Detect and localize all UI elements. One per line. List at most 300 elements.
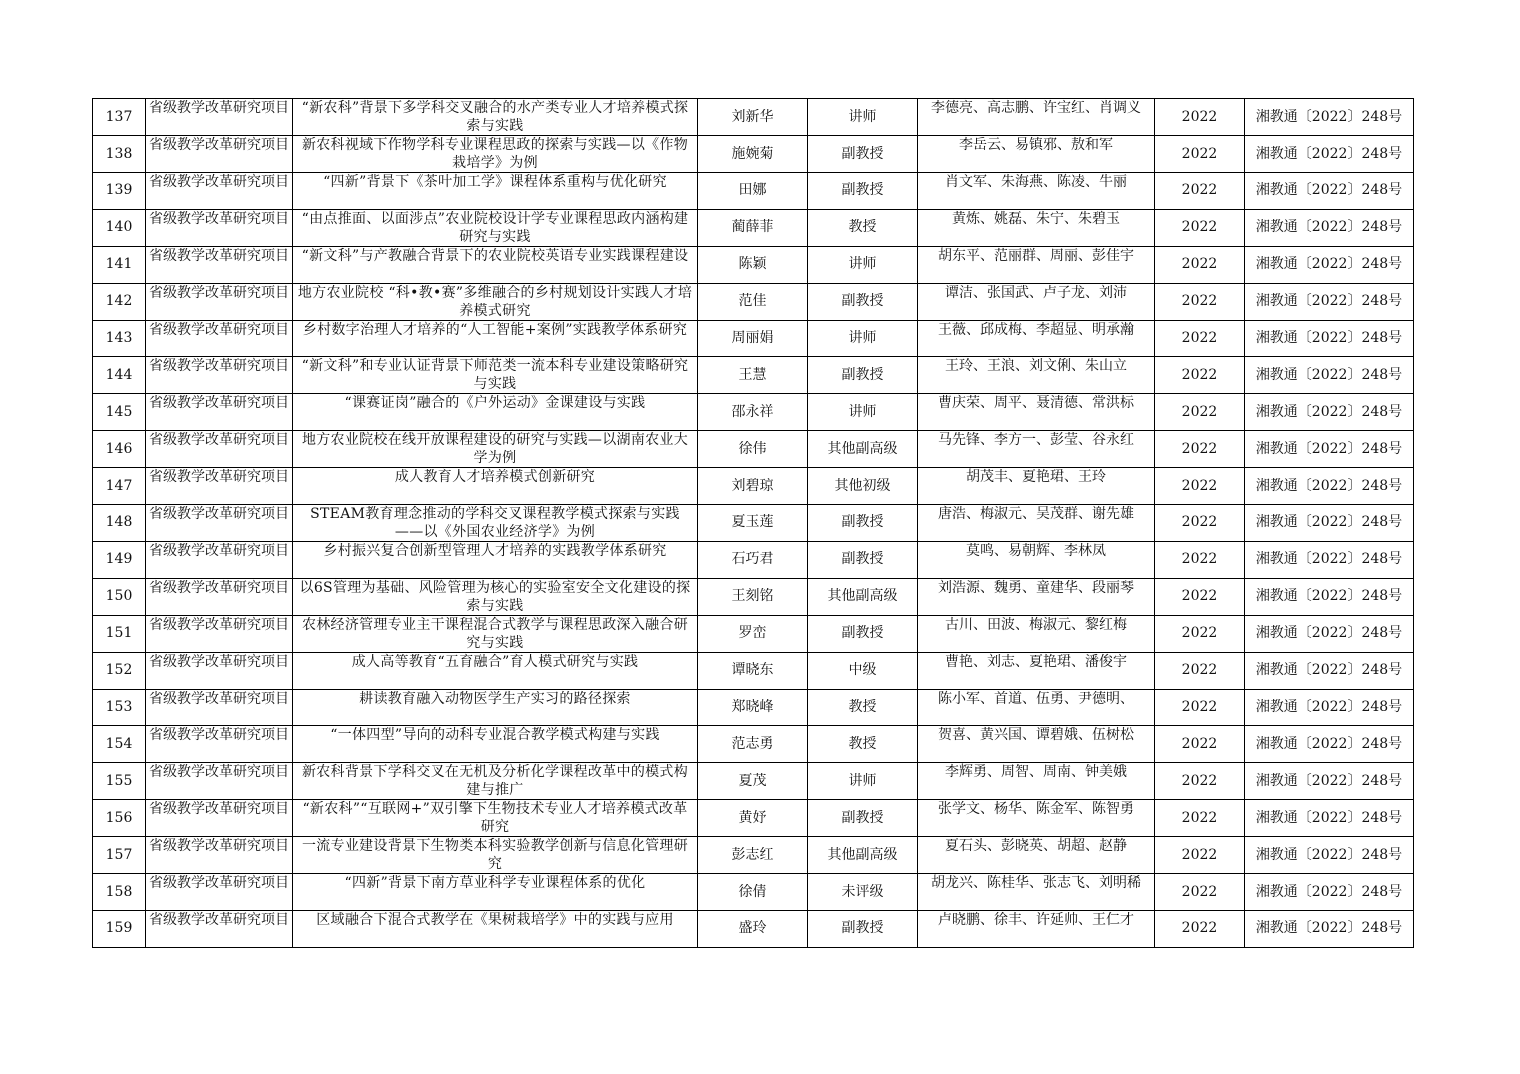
row-number <box>93 578 146 615</box>
project-members-text: 唐浩、梅淑元、吴茂群、谢先雄 <box>938 505 1134 522</box>
project-members-text: 马先锋、李方一、彭莹、谷永红 <box>938 432 1134 449</box>
document-number <box>1245 615 1414 652</box>
leader-title-text: 副教授 <box>841 293 884 310</box>
leader-title-text: 副教授 <box>841 920 884 937</box>
project-category <box>146 357 293 394</box>
document-number-text: 湘教通〔2022〕248号 <box>1255 219 1403 236</box>
project-title-text: STEAM教育理念推动的学科交叉课程教学模式探索与实践——以《外国农业经济学》为例 <box>310 505 680 540</box>
leader-title <box>808 652 918 689</box>
project-leader-text: 范志勇 <box>731 735 774 752</box>
document-number-text: 湘教通〔2022〕248号 <box>1255 920 1403 937</box>
row-number-text: 154 <box>105 735 133 752</box>
leader-title <box>808 504 918 541</box>
project-category-text: 省级教学改革研究项目 <box>149 321 289 338</box>
row-number <box>93 283 146 320</box>
project-category-text: 省级教学改革研究项目 <box>149 137 289 153</box>
project-title <box>293 800 698 837</box>
project-category-text: 省级教学改革研究项目 <box>149 395 289 412</box>
project-year-text: 2022 <box>1181 403 1218 420</box>
project-category-text: 省级教学改革研究项目 <box>149 690 289 707</box>
project-title <box>293 468 698 505</box>
leader-title-text: 讲师 <box>848 403 877 420</box>
project-category <box>146 173 293 210</box>
row-number <box>93 615 146 652</box>
document-number-text: 湘教通〔2022〕248号 <box>1255 329 1403 346</box>
project-members-text: 曹庆荣、周平、聂清德、常洪标 <box>938 395 1134 412</box>
row-number <box>93 246 146 283</box>
project-members-text: 肖文军、朱海燕、陈凌、牛丽 <box>945 174 1127 190</box>
project-title <box>293 652 698 689</box>
document-number-text: 湘教通〔2022〕248号 <box>1255 698 1403 715</box>
project-leader-text: 彭志红 <box>731 846 774 863</box>
project-category <box>146 99 293 136</box>
project-title-text: 地方农业院校在线开放课程建设的研究与实践—以湖南农业大学为例 <box>301 432 689 467</box>
project-category <box>146 431 293 468</box>
project-category <box>146 468 293 505</box>
leader-title <box>808 283 918 320</box>
project-category-text: 省级教学改革研究项目 <box>149 764 289 781</box>
project-category <box>146 763 293 800</box>
project-year <box>1155 910 1245 947</box>
project-members-text: 莫鸣、易朝辉、李林凤 <box>966 542 1106 559</box>
project-leader-text: 田娜 <box>738 182 767 199</box>
project-leader-text: 邵永祥 <box>731 403 774 420</box>
project-year <box>1155 357 1245 394</box>
row-number <box>93 910 146 947</box>
leader-title-text: 讲师 <box>848 772 877 789</box>
row-number <box>93 431 146 468</box>
project-leader <box>698 763 808 800</box>
project-category <box>146 283 293 320</box>
row-number-text: 141 <box>105 256 133 273</box>
project-title <box>293 357 698 394</box>
project-members-text: 张学文、杨华、陈金军、陈智勇 <box>938 801 1134 818</box>
project-members <box>918 173 1155 210</box>
project-title <box>293 99 698 136</box>
row-number-text: 138 <box>105 145 133 162</box>
project-category-text: 省级教学改革研究项目 <box>149 653 289 670</box>
project-members-text: 李岳云、易镇邪、敖和军 <box>959 137 1113 153</box>
document-number-text: 湘教通〔2022〕248号 <box>1255 809 1403 826</box>
document-number <box>1245 209 1414 246</box>
leader-title <box>808 910 918 947</box>
document-number <box>1245 431 1414 468</box>
leader-title-text: 讲师 <box>848 108 877 125</box>
project-members <box>918 136 1155 173</box>
project-year-text: 2022 <box>1181 145 1218 162</box>
project-year-text: 2022 <box>1181 846 1218 863</box>
project-leader <box>698 320 808 357</box>
document-number-text: 湘教通〔2022〕248号 <box>1255 477 1403 494</box>
project-category-text: 省级教学改革研究项目 <box>149 801 289 818</box>
document-number <box>1245 173 1414 210</box>
table-row <box>93 99 1414 136</box>
project-category-text: 省级教学改革研究项目 <box>149 542 289 559</box>
document-number-text: 湘教通〔2022〕248号 <box>1255 145 1403 162</box>
project-leader <box>698 726 808 763</box>
project-title <box>293 689 698 726</box>
row-number <box>93 320 146 357</box>
document-number-text: 湘教通〔2022〕248号 <box>1255 662 1403 679</box>
document-number <box>1245 910 1414 947</box>
project-category <box>146 874 293 911</box>
leader-title-text: 其他副高级 <box>827 846 898 863</box>
document-number <box>1245 99 1414 136</box>
project-year-text: 2022 <box>1181 256 1218 273</box>
document-number-text: 湘教通〔2022〕248号 <box>1255 772 1403 789</box>
row-number-text: 159 <box>105 920 133 937</box>
row-number <box>93 837 146 874</box>
project-members <box>918 578 1155 615</box>
project-category <box>146 726 293 763</box>
table-row <box>93 541 1414 578</box>
leader-title <box>808 99 918 136</box>
row-number-text: 150 <box>105 588 133 605</box>
project-members-text: 刘浩源、魏勇、童建华、段丽琴 <box>938 579 1134 596</box>
project-title-text: 乡村数字治理人才培养的“人工智能+案例”实践教学体系研究 <box>302 321 688 338</box>
project-year <box>1155 689 1245 726</box>
leader-title-text: 副教授 <box>841 625 884 642</box>
project-category <box>146 504 293 541</box>
project-year <box>1155 615 1245 652</box>
project-category <box>146 578 293 615</box>
document-number-text: 湘教通〔2022〕248号 <box>1255 256 1403 273</box>
document-number <box>1245 394 1414 431</box>
project-title-text: 新农科背景下学科交叉在无机及分析化学课程改革中的模式构建与推广 <box>301 764 689 799</box>
project-members-text: 黄炼、姚磊、朱宁、朱碧玉 <box>952 210 1120 227</box>
project-title <box>293 320 698 357</box>
table-row <box>93 910 1414 947</box>
project-category-text: 省级教学改革研究项目 <box>149 432 289 449</box>
project-category <box>146 246 293 283</box>
project-year <box>1155 283 1245 320</box>
project-year-text: 2022 <box>1181 588 1218 605</box>
project-year-text: 2022 <box>1181 293 1218 310</box>
leader-title-text: 副教授 <box>841 809 884 826</box>
leader-title-text: 讲师 <box>848 256 877 273</box>
project-title-text: 乡村振兴复合创新型管理人才培养的实践教学体系研究 <box>323 542 667 559</box>
row-number <box>93 357 146 394</box>
document-number-text: 湘教通〔2022〕248号 <box>1255 846 1403 863</box>
project-members <box>918 468 1155 505</box>
table-row <box>93 209 1414 246</box>
row-number-text: 137 <box>105 108 133 125</box>
project-title-text: “新农科”背景下多学科交叉融合的水产类专业人才培养模式探索与实践 <box>301 100 689 134</box>
project-title-text: “新文科”和专业认证背景下师范类一流本科专业建设策略研究与实践 <box>301 358 689 393</box>
table-row <box>93 652 1414 689</box>
row-number-text: 156 <box>105 809 133 826</box>
project-leader-text: 王刻铭 <box>731 588 774 605</box>
project-members <box>918 541 1155 578</box>
project-title <box>293 246 698 283</box>
project-year <box>1155 504 1245 541</box>
table-row <box>93 320 1414 357</box>
project-members-text: 李辉勇、周智、周南、钟美娥 <box>945 764 1127 781</box>
document-number <box>1245 357 1414 394</box>
project-category-text: 省级教学改革研究项目 <box>149 284 289 301</box>
project-members <box>918 910 1155 947</box>
project-title <box>293 615 698 652</box>
project-title-text: “一体四型”导向的动科专业混合教学模式构建与实践 <box>330 727 660 744</box>
project-category-text: 省级教学改革研究项目 <box>149 727 289 744</box>
leader-title-text: 教授 <box>848 219 877 236</box>
project-members <box>918 615 1155 652</box>
project-category-text: 省级教学改革研究项目 <box>149 875 289 892</box>
row-number-text: 147 <box>105 477 133 494</box>
project-members <box>918 246 1155 283</box>
document-number <box>1245 283 1414 320</box>
document-number-text: 湘教通〔2022〕248号 <box>1255 366 1403 383</box>
project-year-text: 2022 <box>1181 809 1218 826</box>
document-number <box>1245 763 1414 800</box>
project-leader-text: 施婉菊 <box>731 145 774 162</box>
project-title-text: 农林经济管理专业主干课程混合式教学与课程思政深入融合研究与实践 <box>301 616 689 651</box>
project-leader-text: 徐倩 <box>738 883 767 900</box>
leader-title <box>808 320 918 357</box>
table-row <box>93 874 1414 911</box>
project-leader-text: 周丽娟 <box>731 329 774 346</box>
row-number-text: 139 <box>105 182 133 199</box>
project-members <box>918 99 1155 136</box>
project-title-text: 以6S管理为基础、风险管理为核心的实验室安全文化建设的探索与实践 <box>299 579 691 614</box>
row-number-text: 153 <box>105 698 133 715</box>
leader-title-text: 未评级 <box>841 883 884 900</box>
project-title-text: “四新”背景下《茶叶加工学》课程体系重构与优化研究 <box>323 174 667 190</box>
project-members-text: 曹艳、刘志、夏艳珺、潘俊宇 <box>945 653 1127 670</box>
project-members-text: 李德亮、高志鹏、许宝红、肖调义 <box>931 100 1141 116</box>
project-leader-text: 郑晓峰 <box>731 698 774 715</box>
row-number-text: 151 <box>105 625 133 642</box>
table-row <box>93 136 1414 173</box>
project-leader <box>698 504 808 541</box>
table-row <box>93 357 1414 394</box>
project-year <box>1155 394 1245 431</box>
document-number-text: 湘教通〔2022〕248号 <box>1255 403 1403 420</box>
project-title-text: 耕读教育融入动物医学生产实习的路径探索 <box>359 690 631 707</box>
project-title-text: “新文科”与产教融合背景下的农业院校英语专业实践课程建设 <box>301 247 689 264</box>
project-leader-text: 谭晓东 <box>731 662 774 679</box>
leader-title-text: 其他初级 <box>834 477 891 494</box>
project-title <box>293 541 698 578</box>
leader-title <box>808 837 918 874</box>
table-row <box>93 800 1414 837</box>
project-year <box>1155 173 1245 210</box>
project-year <box>1155 246 1245 283</box>
project-leader-text: 石巧君 <box>731 551 774 568</box>
document-number <box>1245 874 1414 911</box>
document-number <box>1245 578 1414 615</box>
project-leader <box>698 136 808 173</box>
project-title <box>293 726 698 763</box>
project-leader-text: 夏玉莲 <box>731 514 774 531</box>
project-leader <box>698 209 808 246</box>
row-number-text: 143 <box>105 329 133 346</box>
project-members <box>918 652 1155 689</box>
table-row <box>93 726 1414 763</box>
project-leader <box>698 468 808 505</box>
project-members <box>918 320 1155 357</box>
project-leader <box>698 689 808 726</box>
project-leader-text: 王慧 <box>738 366 767 383</box>
project-members-text: 古川、田波、梅淑元、黎红梅 <box>945 616 1127 633</box>
row-number <box>93 468 146 505</box>
project-members-text: 夏石头、彭晓英、胡超、赵静 <box>945 838 1127 855</box>
project-category <box>146 615 293 652</box>
project-leader <box>698 910 808 947</box>
project-title-text: 区域融合下混合式教学在《果树栽培学》中的实践与应用 <box>316 911 674 928</box>
document-number-text: 湘教通〔2022〕248号 <box>1255 108 1403 125</box>
document-number <box>1245 541 1414 578</box>
project-category-text: 省级教学改革研究项目 <box>149 616 289 633</box>
project-members <box>918 431 1155 468</box>
project-leader <box>698 837 808 874</box>
project-members <box>918 504 1155 541</box>
project-year <box>1155 320 1245 357</box>
project-year-text: 2022 <box>1181 108 1218 125</box>
row-number <box>93 652 146 689</box>
project-year-text: 2022 <box>1181 883 1218 900</box>
row-number <box>93 136 146 173</box>
row-number-text: 148 <box>105 514 133 531</box>
leader-title-text: 副教授 <box>841 366 884 383</box>
project-members-text: 胡茂丰、夏艳珺、王玲 <box>966 469 1106 486</box>
leader-title <box>808 431 918 468</box>
leader-title <box>808 246 918 283</box>
project-leader <box>698 652 808 689</box>
document-number <box>1245 652 1414 689</box>
project-title <box>293 578 698 615</box>
project-year-text: 2022 <box>1181 772 1218 789</box>
project-category-text: 省级教学改革研究项目 <box>149 247 289 264</box>
project-members-text: 王薇、邱成梅、李超显、明承瀚 <box>938 321 1134 338</box>
project-title <box>293 763 698 800</box>
project-title <box>293 209 698 246</box>
project-leader <box>698 173 808 210</box>
row-number <box>93 99 146 136</box>
document-number <box>1245 320 1414 357</box>
document-number-text: 湘教通〔2022〕248号 <box>1255 735 1403 752</box>
project-leader <box>698 874 808 911</box>
table-row <box>93 173 1414 210</box>
project-year-text: 2022 <box>1181 920 1218 937</box>
table-row <box>93 615 1414 652</box>
project-leader-text: 刘新华 <box>731 108 774 125</box>
leader-title <box>808 689 918 726</box>
project-leader-text: 徐伟 <box>738 440 767 457</box>
project-year-text: 2022 <box>1181 440 1218 457</box>
row-number-text: 144 <box>105 366 133 383</box>
leader-title-text: 副教授 <box>841 514 884 531</box>
row-number <box>93 209 146 246</box>
document-number-text: 湘教通〔2022〕248号 <box>1255 293 1403 310</box>
document-number-text: 湘教通〔2022〕248号 <box>1255 588 1403 605</box>
leader-title <box>808 136 918 173</box>
row-number <box>93 874 146 911</box>
row-number <box>93 541 146 578</box>
project-year-text: 2022 <box>1181 219 1218 236</box>
project-title-text: 成人高等教育“五育融合”育人模式研究与实践 <box>351 653 639 670</box>
leader-title <box>808 615 918 652</box>
document-number <box>1245 504 1414 541</box>
row-number-text: 146 <box>105 440 133 457</box>
project-year-text: 2022 <box>1181 551 1218 568</box>
project-leader-text: 盛玲 <box>738 920 767 937</box>
project-year <box>1155 578 1245 615</box>
document-number <box>1245 800 1414 837</box>
project-leader <box>698 283 808 320</box>
project-category <box>146 541 293 578</box>
project-title-text: “新农科”“互联网+”双引擎下生物技术专业人才培养模式改革研究 <box>302 801 688 836</box>
project-category-text: 省级教学改革研究项目 <box>149 505 289 522</box>
table-row <box>93 578 1414 615</box>
project-title <box>293 910 698 947</box>
project-year-text: 2022 <box>1181 182 1218 199</box>
project-category-text: 省级教学改革研究项目 <box>149 911 289 928</box>
project-year <box>1155 874 1245 911</box>
row-number <box>93 504 146 541</box>
row-number <box>93 173 146 210</box>
project-title-text: 成人教育人才培养模式创新研究 <box>394 469 596 486</box>
table-row <box>93 504 1414 541</box>
project-title-text: “课赛证岗”融合的《户外运动》金课建设与实践 <box>344 395 646 412</box>
project-title-text: 新农科视域下作物学科专业课程思政的探索与实践—以《作物栽培学》为例 <box>301 137 689 171</box>
leader-title <box>808 209 918 246</box>
leader-title-text: 教授 <box>848 698 877 715</box>
project-members-text: 胡龙兴、陈桂华、张志飞、刘明稀 <box>931 875 1141 892</box>
project-year <box>1155 541 1245 578</box>
table-body <box>93 99 1414 948</box>
project-members-text: 王玲、王浪、刘文俐、朱山立 <box>945 358 1127 375</box>
project-title-text: “四新”背景下南方草业科学专业课程体系的优化 <box>344 875 646 892</box>
project-category <box>146 394 293 431</box>
leader-title-text: 副教授 <box>841 145 884 162</box>
project-category <box>146 652 293 689</box>
leader-title <box>808 541 918 578</box>
leader-title-text: 副教授 <box>841 182 884 199</box>
project-members-text: 贺喜、黄兴国、谭碧娥、伍树松 <box>938 727 1134 744</box>
project-leader-text: 罗峦 <box>738 625 767 642</box>
project-leader <box>698 246 808 283</box>
project-members <box>918 726 1155 763</box>
project-title <box>293 394 698 431</box>
table-row <box>93 763 1414 800</box>
project-year <box>1155 837 1245 874</box>
project-year <box>1155 99 1245 136</box>
project-title <box>293 874 698 911</box>
project-category-text: 省级教学改革研究项目 <box>149 210 289 227</box>
table-row <box>93 837 1414 874</box>
project-leader <box>698 99 808 136</box>
project-year <box>1155 209 1245 246</box>
project-members <box>918 689 1155 726</box>
project-leader <box>698 800 808 837</box>
leader-title <box>808 763 918 800</box>
leader-title <box>808 726 918 763</box>
project-year <box>1155 726 1245 763</box>
leader-title <box>808 578 918 615</box>
leader-title <box>808 173 918 210</box>
document-number-text: 湘教通〔2022〕248号 <box>1255 883 1403 900</box>
leader-title-text: 副教授 <box>841 551 884 568</box>
project-year-text: 2022 <box>1181 366 1218 383</box>
row-number <box>93 394 146 431</box>
row-number-text: 149 <box>105 551 133 568</box>
table-row <box>93 394 1414 431</box>
table-row <box>93 283 1414 320</box>
project-category-text: 省级教学改革研究项目 <box>149 100 289 116</box>
project-leader-text: 陈颖 <box>738 256 767 273</box>
project-category <box>146 320 293 357</box>
